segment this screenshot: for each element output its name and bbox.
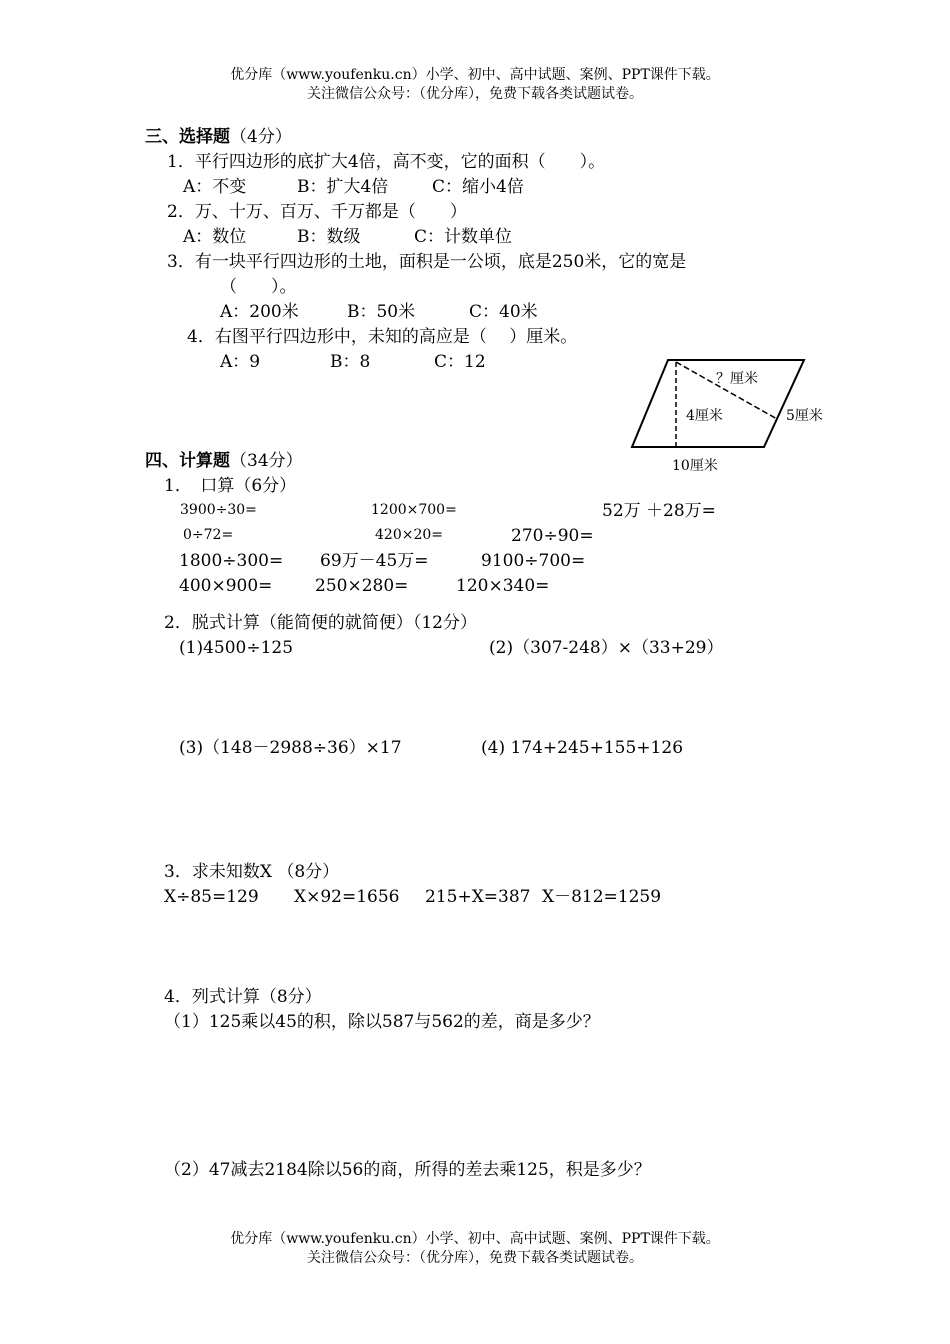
stepwise-title: 2．脱式计算（能简便的就简便）（12分） <box>164 613 477 633</box>
stepwise-item: (2)（307-248）×（33+29） <box>489 638 724 658</box>
q3-text-continued: （ ）。 <box>220 277 297 297</box>
oral-item: 3900÷30= <box>180 502 257 518</box>
q1-text: 1．平行四边形的底扩大4倍，高不变，它的面积（ ）。 <box>167 152 606 172</box>
oral-item: 1200×700= <box>371 502 457 518</box>
word-problem: （2）47减去2184除以56的商，所得的差去乘125，积是多少？ <box>164 1160 651 1180</box>
unknown-item: 215+X=387 <box>425 887 531 907</box>
q3-text: 3．有一块平行四边形的土地，面积是一公顷，底是250米，它的宽是 <box>167 252 687 272</box>
section-4-points: （34分） <box>230 451 303 471</box>
oral-item: 1800÷300= <box>179 551 284 571</box>
q4-option-c: C：12 <box>434 352 486 372</box>
word-title: 4．列式计算（8分） <box>164 987 322 1007</box>
q4-option-a: A：9 <box>220 352 261 372</box>
q2-option-b: B：数级 <box>297 227 361 247</box>
oral-item: 120×340= <box>456 576 550 596</box>
oral-item: 52万 ＋28万= <box>602 501 716 521</box>
section-3-points: （4分） <box>230 127 292 147</box>
q1-option-c: C：缩小4倍 <box>432 177 524 197</box>
oral-title: 1． 口算（6分） <box>164 476 297 496</box>
section-3-heading <box>145 127 292 147</box>
oral-item: 69万－45万= <box>320 551 429 571</box>
unknown-height-label: ？厘米 <box>716 371 758 387</box>
oral-item: 250×280= <box>315 576 409 596</box>
stepwise-item: (3)（148－2988÷36）×17 <box>179 738 402 758</box>
oral-item: 420×20= <box>375 527 443 543</box>
section-4-title: 四、计算题 <box>145 451 230 471</box>
q2-option-c: C：计数单位 <box>414 227 513 247</box>
oral-item: 270÷90= <box>511 526 594 546</box>
unknown-item: X×92=1656 <box>294 887 400 907</box>
q3-option-a: A：200米 <box>220 302 299 322</box>
base-label: 10厘米 <box>672 458 718 474</box>
q3-option-b: B：50米 <box>347 302 416 322</box>
stepwise-item: (1)4500÷125 <box>179 638 294 658</box>
unknown-item: X－812=1259 <box>542 887 662 907</box>
unknown-title: 3．求未知数X （8分） <box>164 862 340 882</box>
q4-text: 4．右图平行四边形中，未知的高应是（ ）厘米。 <box>187 327 578 347</box>
unknown-item: X÷85=129 <box>164 887 259 907</box>
oral-item: 400×900= <box>179 576 273 596</box>
q3-option-c: C：40米 <box>469 302 538 322</box>
parallelogram-figure <box>620 350 850 480</box>
header-line-1: 优分库（www.youfenku.cn）小学、初中、高中试题、案例、PPT课件下载。 <box>230 67 720 83</box>
word-problem: （1）125乘以45的积，除以587与562的差，商是多少？ <box>164 1012 600 1032</box>
oral-item: 9100÷700= <box>481 551 586 571</box>
oral-item: 0÷72= <box>183 527 234 543</box>
stepwise-item: (4) 174+245+155+126 <box>481 738 684 758</box>
q4-option-b: B：8 <box>330 352 371 372</box>
q1-option-a: A：不变 <box>183 177 247 197</box>
section-3-title: 三、选择题 <box>145 127 230 147</box>
q2-text: 2．万、十万、百万、千万都是（ ） <box>167 202 467 222</box>
footer-line-2: 关注微信公众号：（优分库），免费下载各类试题试卷。 <box>307 1250 643 1266</box>
side-label: 5厘米 <box>786 408 823 424</box>
height-label: 4厘米 <box>686 408 723 424</box>
q1-option-b: B：扩大4倍 <box>297 177 389 197</box>
q2-option-a: A：数位 <box>183 227 247 247</box>
section-4-heading <box>145 451 303 471</box>
footer-line-1: 优分库（www.youfenku.cn）小学、初中、高中试题、案例、PPT课件下载。 <box>230 1231 720 1247</box>
header-line-2: 关注微信公众号：（优分库），免费下载各类试题试卷。 <box>307 86 643 102</box>
